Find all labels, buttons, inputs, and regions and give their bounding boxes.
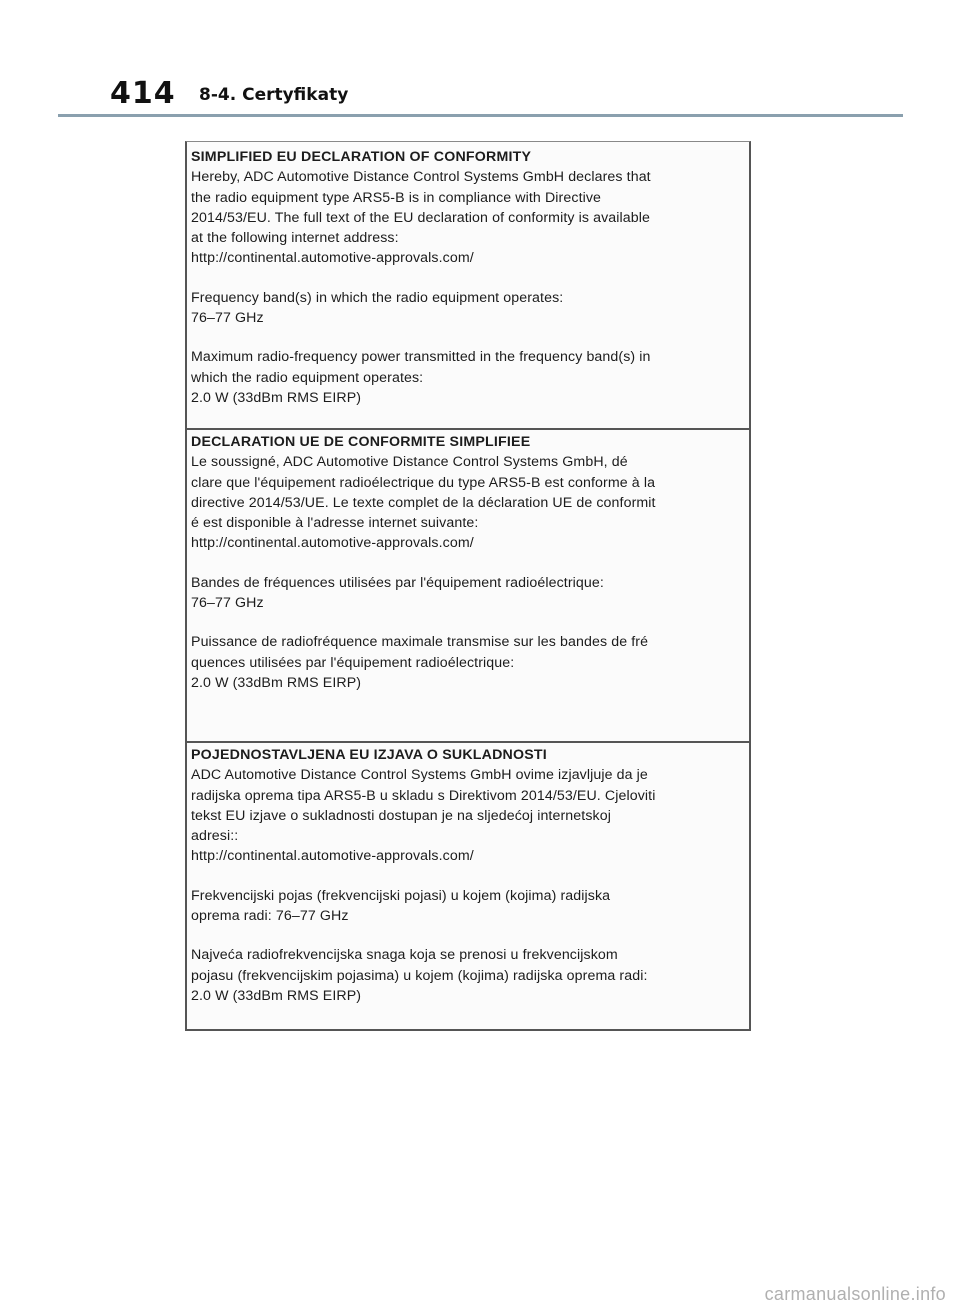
declaration-hr-power-line: pojasu (frekvencijskim pojasima) u kojem (kojima) radijska oprema radi: — [191, 967, 648, 984]
declaration-en-power-line: Maximum radio-frequency power transmitted in the frequency band(s) in — [191, 349, 651, 366]
declaration-hr-power-value: 2.0 W (33dBm RMS EIRP) — [191, 987, 362, 1004]
declaration-fr-freq-label: Bandes de fréquences utilisées par l'équipement radioélectrique: — [191, 574, 604, 591]
declaration-hr-freq-line: oprema radi: 76–77 GHz — [191, 908, 349, 925]
declaration-fr-freq-value: 76–77 GHz — [191, 595, 264, 612]
declaration-en-line: 2014/53/EU. The full text of the EU declaration of conformity is available — [191, 209, 651, 226]
watermark: carmanualsonline.info — [764, 1284, 946, 1304]
declaration-en-heading: SIMPLIFIED EU DECLARATION OF CONFORMITY — [191, 149, 532, 165]
declaration-fr-line: Le soussigné, ADC Automotive Distance Control Systems GmbH, dé — [191, 454, 628, 471]
declaration-fr-power-value: 2.0 W (33dBm RMS EIRP) — [191, 674, 362, 691]
spacer — [191, 328, 745, 347]
declaration-fr — [187, 428, 749, 739]
declaration-en-url: http://continental.automotive-approvals.com/ — [191, 250, 474, 267]
declaration-en — [187, 145, 749, 426]
header-rule — [58, 114, 903, 117]
declaration-fr-line: directive 2014/53/UE. Le texte complet de la déclaration UE de conformit — [191, 494, 656, 511]
declaration-hr-url: http://continental.automotive-approvals.com/ — [191, 848, 474, 865]
declaration-hr-line: ADC Automotive Distance Control Systems GmbH ovime izjavljuje da je — [191, 767, 648, 784]
spacer — [191, 613, 745, 632]
declaration-hr-heading: POJEDNOSTAVLJENA EU IZJAVA O SUKLADNOSTI — [191, 747, 547, 763]
spacer — [191, 867, 745, 886]
declaration-en-freq-label: Frequency band(s) in which the radio equipment operates: — [191, 289, 564, 306]
declaration-en-power-value: 2.0 W (33dBm RMS EIRP) — [191, 389, 362, 406]
declaration-fr-line: clare que l'équipement radioélectrique du type ARS5-B est conforme à la — [191, 474, 656, 491]
certificate-box — [185, 141, 751, 1031]
declaration-hr-power-line: Najveća radiofrekvencijska snaga koja se prenosi u frekvencijskom — [191, 947, 618, 964]
declaration-fr-line: é est disponible à l'adresse internet suivante: — [191, 515, 479, 532]
section-title: 8-4. Certyfikaty — [199, 85, 349, 105]
declaration-en-line: the radio equipment type ARS5-B is in compliance with Directive — [191, 189, 602, 206]
declaration-fr-power-line: Puissance de radiofréquence maximale transmise sur les bandes de fré — [191, 634, 649, 651]
declaration-fr-power-line: quences utilisées par l'équipement radioélectrique: — [191, 654, 515, 671]
declaration-hr — [187, 741, 749, 1029]
declaration-en-line: Hereby, ADC Automotive Distance Control Systems GmbH declares that — [191, 169, 651, 186]
page-number: 414 — [110, 76, 176, 111]
declaration-en-power-line: which the radio equipment operates: — [191, 369, 424, 386]
declaration-fr-heading: DECLARATION UE DE CONFORMITE SIMPLIFIEE — [191, 434, 531, 450]
declaration-hr-freq-line: Frekvencijski pojas (frekvencijski pojasi) u kojem (kojima) radijska — [191, 887, 611, 904]
declaration-hr-line: radijska oprema tipa ARS5-B u skladu s Direktivom 2014/53/EU. Cjeloviti — [191, 787, 656, 804]
declaration-en-freq-value: 76–77 GHz — [191, 310, 264, 327]
spacer — [191, 269, 745, 288]
declaration-hr-line: adresi:: — [191, 828, 239, 845]
declaration-hr-line: tekst EU izjave o sukladnosti dostupan je na sljedećoj internetskoj — [191, 807, 611, 824]
spacer — [191, 926, 745, 945]
declaration-fr-url: http://continental.automotive-approvals.com/ — [191, 535, 474, 552]
spacer — [191, 554, 745, 573]
declaration-en-line: at the following internet address: — [191, 230, 399, 247]
